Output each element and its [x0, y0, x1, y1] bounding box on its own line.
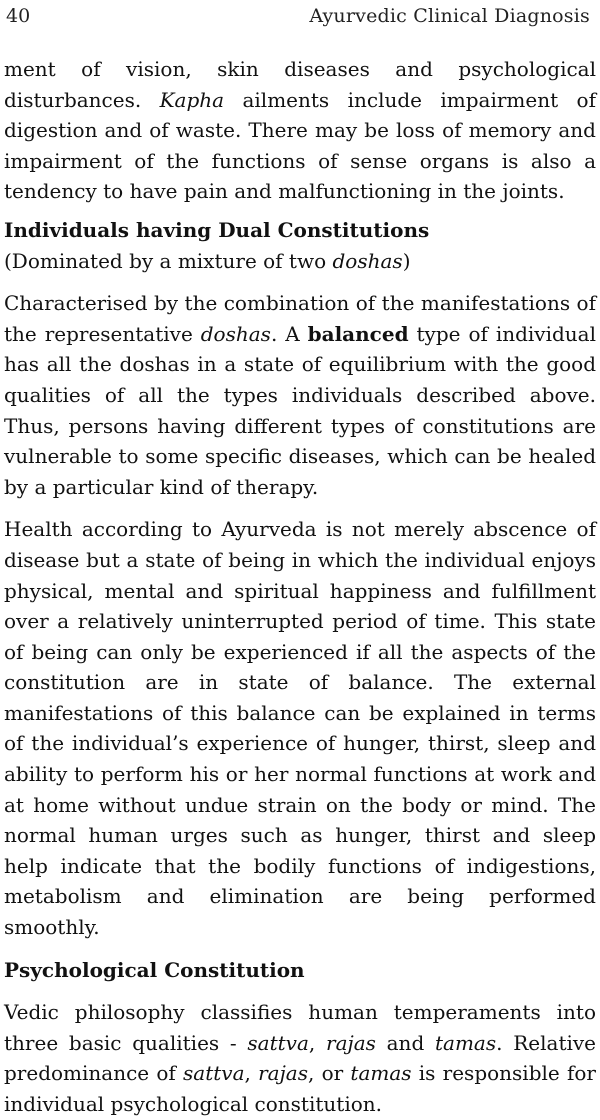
paragraph-psychological-constitution: Vedic philosophy classifies human temperaments into three basic qualities - sattva, rajas and tamas. Relative predominance of sattva, rajas, or tamas is responsible for individual psychological constitution. [4, 1000, 597, 1116]
paragraph-kapha-ailments: ment of vision, skin diseases and psychological disturbances. Kapha ailments include impairment of digestion and of waste. There may be loss of memory and impairment of the functions of sense organs is also a tendency to have pain and malfunctioning in the joints. [4, 57, 596, 204]
page-number: 40 [6, 5, 31, 27]
term-rajas: rajas [258, 1061, 308, 1086]
heading-psychological-constitution: Psychological Constitution [4, 957, 305, 982]
term-balanced: balanced [307, 321, 409, 346]
term-doshas: doshas [332, 248, 403, 273]
term-tamas: tamas [435, 1030, 497, 1055]
term-tamas: tamas [350, 1061, 412, 1086]
term-sattva: sattva [183, 1061, 245, 1086]
term-sattva: sattva [247, 1030, 309, 1055]
running-title: Ayurvedic Clinical Diagnosis [309, 5, 590, 27]
heading-dual-constitutions: Individuals having Dual Constitutions [4, 217, 430, 242]
paragraph-dual-constitutions: Characterised by the combination of the manifestations of the representative doshas. A balanced type of individual has all the doshas in a state of equilibrium with the good qualities of all the types individuals described above. Thus, persons having different types of constitutions are vulnerable to some specific diseases, which can be healed by a particular kind of therapy. [4, 291, 597, 499]
paragraph-health-ayurveda: Health according to Ayurveda is not merely abscence of disease but a state of being in which the individual enjoys physical, mental and spiritual happiness and fulfillment over a relatively uninterrupted period of time. This state of being can only be experienced if all the aspects of the constitution are in state of balance. The external manifestations of this balance can be explained in terms of the individual’s experience of hunger, thirst, sleep and ability to perform his or her normal functions at work and at home without undue strain on the body or mind. The normal human urges such as hunger, thirst and sleep help indicate that the bodily functions of indigestions, metabolism and elimination are being performed smoothly. [4, 517, 596, 940]
running-header [4, 0, 596, 40]
term-kapha: Kapha [159, 87, 225, 112]
subheading-dual-constitutions: (Dominated by a mixture of two doshas) [4, 248, 411, 273]
term-rajas: rajas [326, 1030, 376, 1055]
term-doshas: doshas [200, 321, 271, 346]
